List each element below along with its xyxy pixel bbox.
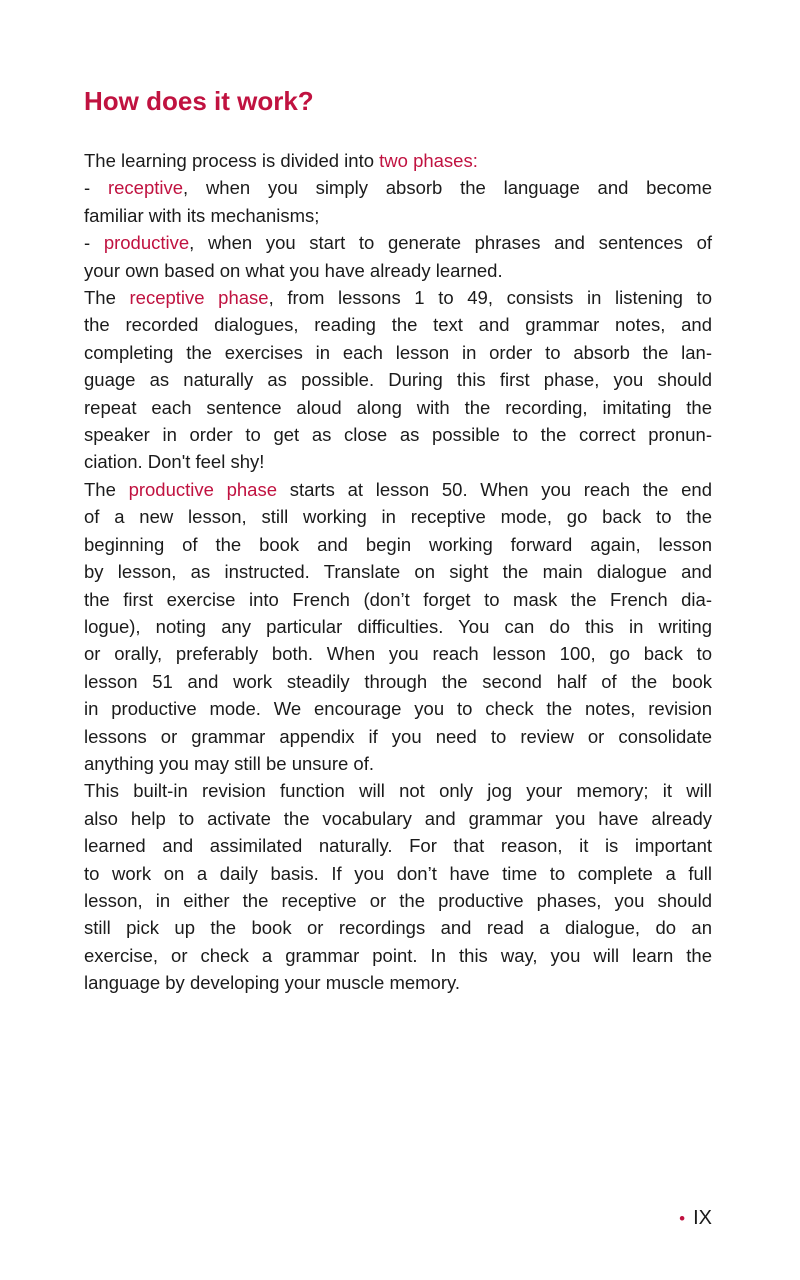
text-line (84, 832, 712, 859)
text-line (84, 229, 712, 256)
text-segment: starts at lesson 50. When you reach the end (277, 478, 712, 500)
page-number (679, 1207, 712, 1230)
text-line (84, 613, 712, 640)
text-segment: lesson, in either the receptive or the productive phases, you should (84, 889, 712, 911)
text-line (84, 503, 712, 530)
text-line (84, 640, 712, 667)
text-line (84, 339, 712, 366)
text-segment: learned and assimilated naturally. For that reason, it is important (84, 835, 712, 857)
text-line (84, 476, 712, 503)
text-segment: anything you may still be unsure of. (84, 752, 374, 774)
highlighted-phrase: receptive (107, 177, 184, 199)
text-segment: in productive mode. We encourage you to check the notes, revision (84, 698, 712, 720)
text-line (84, 202, 712, 229)
text-line (84, 887, 712, 914)
page-title: How does it work? (84, 86, 314, 116)
text-segment: logue), noting any particular difficulties. You can do this in writing (84, 615, 712, 637)
text-line (84, 394, 712, 421)
text-segment: the first exercise into French (don’t forget to mask the French dia- (84, 588, 712, 610)
text-line (84, 531, 712, 558)
text-segment: repeat each sentence aloud along with the recording, imitating the (84, 396, 712, 418)
text-segment: still pick up the book or recordings and read a dialogue, do an (84, 917, 712, 939)
text-segment: lesson 51 and work steadily through the second half of the book (84, 670, 712, 692)
bullet-icon: • (679, 1209, 686, 1228)
text-line (84, 969, 712, 996)
highlighted-phrase: two phases: (379, 150, 478, 171)
text-line (84, 695, 712, 722)
text-segment: of a new lesson, still working in receptive mode, go back to the (84, 506, 712, 528)
text-line (84, 586, 712, 613)
text-line (84, 805, 712, 832)
highlighted-phrase: receptive phase (129, 287, 269, 309)
highlighted-phrase: productive (103, 232, 190, 254)
text-segment: familiar with its mechanisms; (84, 204, 320, 226)
text-line (84, 723, 712, 750)
text-segment: to work on a daily basis. If you don’t have time to complete a full (84, 862, 712, 884)
text-segment: The (84, 287, 130, 309)
text-line (84, 668, 712, 695)
text-segment: exercise, or check a grammar point. In this way, you will learn the (84, 944, 712, 966)
text-segment: by lesson, as instructed. Translate on sight the main dialogue and (84, 561, 712, 583)
text-line (84, 448, 712, 475)
text-line (84, 558, 712, 585)
text-segment: ciation. Don't feel shy! (84, 451, 265, 473)
text-segment: speaker in order to get as close as possible to the correct pronun- (84, 424, 712, 446)
text-line (84, 914, 712, 941)
text-segment: or orally, preferably both. When you reach lesson 100, go back to (84, 643, 712, 665)
text-line (84, 942, 712, 969)
text-line (84, 750, 712, 777)
text-line (84, 366, 712, 393)
text-line (84, 421, 712, 448)
text-segment: The (84, 478, 129, 500)
text-segment: , when you simply absorb the language and become (183, 177, 712, 199)
text-line (84, 777, 712, 804)
text-segment: your own based on what you have already learned. (84, 259, 503, 281)
text-line (84, 311, 712, 338)
text-segment: beginning of the book and begin working forward again, lesson (84, 533, 712, 555)
page-number-label: IX (693, 1207, 712, 1229)
text-segment: lessons or grammar appendix if you need to review or consolidate (84, 725, 712, 747)
text-segment: also help to activate the vocabulary and grammar you have already (84, 807, 712, 829)
text-segment: - (84, 232, 104, 254)
text-line (84, 257, 712, 284)
highlighted-phrase: productive phase (128, 478, 278, 500)
text-segment: completing the exercises in each lesson in order to absorb the lan- (84, 341, 712, 363)
text-segment: , from lessons 1 to 49, consists in listening to (268, 287, 712, 309)
text-segment: This built-in revision function will not only jog your memory; it will (84, 780, 712, 802)
text-line (84, 860, 712, 887)
text-line (84, 174, 712, 201)
text-line (84, 147, 712, 174)
text-segment: - (84, 177, 108, 199)
text-line (84, 284, 712, 311)
text-block (84, 147, 712, 997)
text-segment: the recorded dialogues, reading the text and grammar notes, and (84, 314, 712, 336)
text-segment: The learning process is divided into (84, 150, 380, 171)
text-segment: , when you start to generate phrases and sentences of (189, 232, 712, 254)
text-segment: language by developing your muscle memory. (84, 972, 461, 994)
text-segment: guage as naturally as possible. During this first phase, you should (84, 369, 712, 391)
